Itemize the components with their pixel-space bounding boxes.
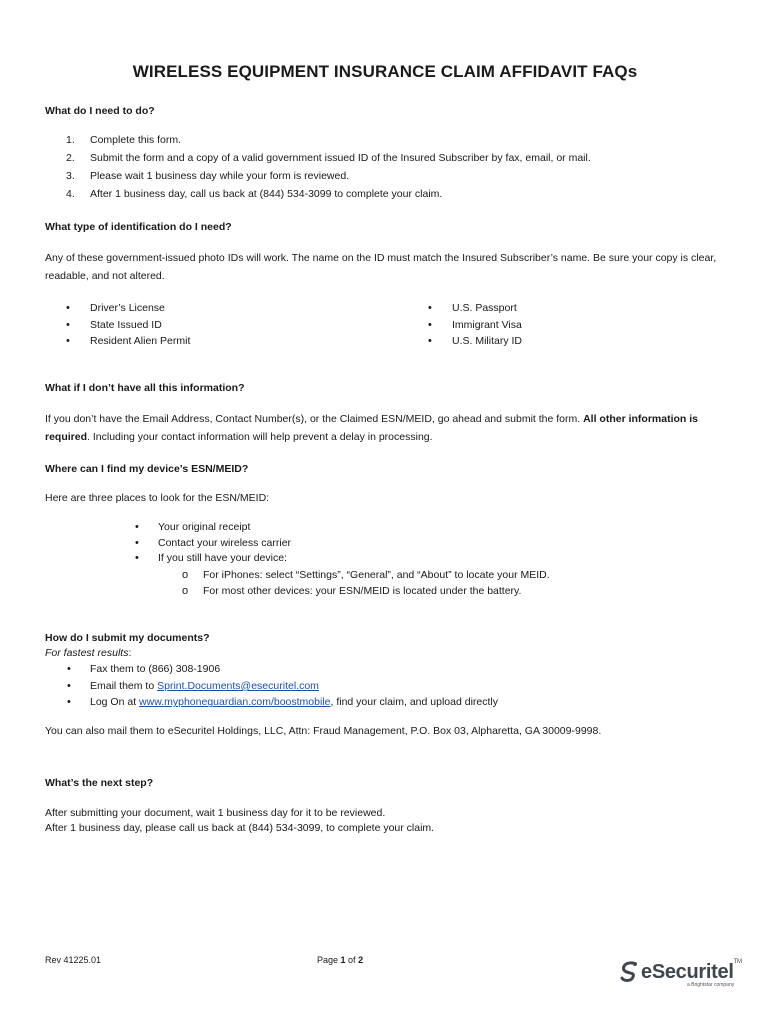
esn-places-list	[45, 520, 725, 567]
section-what-to-do	[45, 104, 725, 203]
question-heading: What do I need to do?	[45, 105, 155, 117]
paragraph: If you don’t have the Email Address, Contact Number(s), or the Claimed ESN/MEID, go ahead and submit the form. All other information is required. Including your contact information will help prevent a delay in processing.	[45, 413, 699, 444]
question-heading: What if I don’t have all this information?	[45, 382, 245, 394]
paragraph: For fastest results:	[45, 647, 132, 660]
list-item: o For iPhones: select “Settings”, “General”, and “About” to locate your MEID.	[182, 568, 550, 581]
page-number: Page 1 of 2	[317, 955, 364, 965]
list-item: • Driver’s License	[66, 302, 165, 315]
list-item: o For most other devices: your ESN/MEID is located under the battery.	[182, 584, 522, 597]
logo-swirl-icon	[619, 960, 641, 984]
id-list-left	[45, 300, 190, 350]
question-heading: How do I submit my documents?	[45, 632, 210, 644]
steps-list	[45, 131, 725, 203]
section-esn-meid	[45, 462, 725, 599]
revision-number: Rev 41225.01	[45, 955, 102, 965]
list-item: • Resident Alien Permit	[66, 335, 191, 348]
paragraph: You can also mail them to eSecuritel Holdings, LLC, Attn: Fraud Management, P.O. Box 03, Alpharetta, GA 30009-9998.	[45, 724, 602, 737]
list-item: 1. Complete this form.	[66, 134, 182, 147]
paragraph: After 1 business day, please call us back at (844) 534-3099, to complete your claim.	[45, 822, 435, 835]
list-item: • Log On at www.myphoneguardian.com/boostmobile, find your claim, and upload directly	[67, 696, 498, 709]
list-item: • Your original receipt	[135, 521, 251, 534]
id-list-right	[407, 300, 522, 350]
list-item: • Immigrant Visa	[428, 318, 522, 331]
list-item: • U.S. Passport	[428, 302, 517, 315]
question-heading: What type of identification do I need?	[45, 221, 232, 233]
list-item: • U.S. Military ID	[428, 335, 523, 348]
paragraph: Here are three places to look for the ESN/MEID:	[45, 492, 270, 505]
section-missing-info	[45, 381, 725, 446]
section-identification	[45, 220, 725, 352]
document-page	[45, 0, 742, 1024]
question-heading: What’s the next step?	[45, 777, 154, 789]
esecuritel-logo	[617, 958, 742, 992]
section-submit-documents	[45, 631, 725, 739]
list-item: • State Issued ID	[66, 318, 162, 331]
question-heading: Where can I find my device’s ESN/MEID?	[45, 463, 249, 475]
list-item: 4. After 1 business day, call us back at (844) 534-3099 to complete your claim.	[66, 188, 443, 201]
section-next-step	[45, 776, 725, 837]
list-item: 3. Please wait 1 business day while your form is reviewed.	[66, 170, 350, 183]
logo-tagline: a Brightstar company	[687, 982, 735, 988]
list-item: • Fax them to (866) 308-1906	[67, 663, 221, 676]
list-item: • Contact your wireless carrier	[135, 536, 292, 549]
website-link[interactable]: www.myphoneguardian.com/boostmobile	[139, 696, 331, 709]
paragraph: After submitting your document, wait 1 business day for it to be reviewed.	[45, 807, 386, 820]
page-title: WIRELESS EQUIPMENT INSURANCE CLAIM AFFIDAVIT FAQs	[132, 62, 638, 81]
email-link[interactable]: Sprint.Documents@esecuritel.com	[157, 679, 319, 692]
id-columns	[45, 300, 725, 352]
paragraph: Any of these government-issued photo IDs will work. The name on the ID must match the Insured Subscriber’s name. Be sure your copy is clear, readable, and not altered.	[45, 252, 717, 283]
list-item: 2. Submit the form and a copy of a valid government issued ID of the Insured Subscriber by fax, email, or mail.	[66, 152, 591, 165]
list-item: • If you still have your device:	[135, 552, 287, 565]
submit-methods-list	[45, 661, 725, 711]
logo-wordmark: eSecuritel™	[641, 959, 742, 983]
list-item: • Email them to Sprint.Documents@esecuritel.com	[67, 679, 319, 692]
